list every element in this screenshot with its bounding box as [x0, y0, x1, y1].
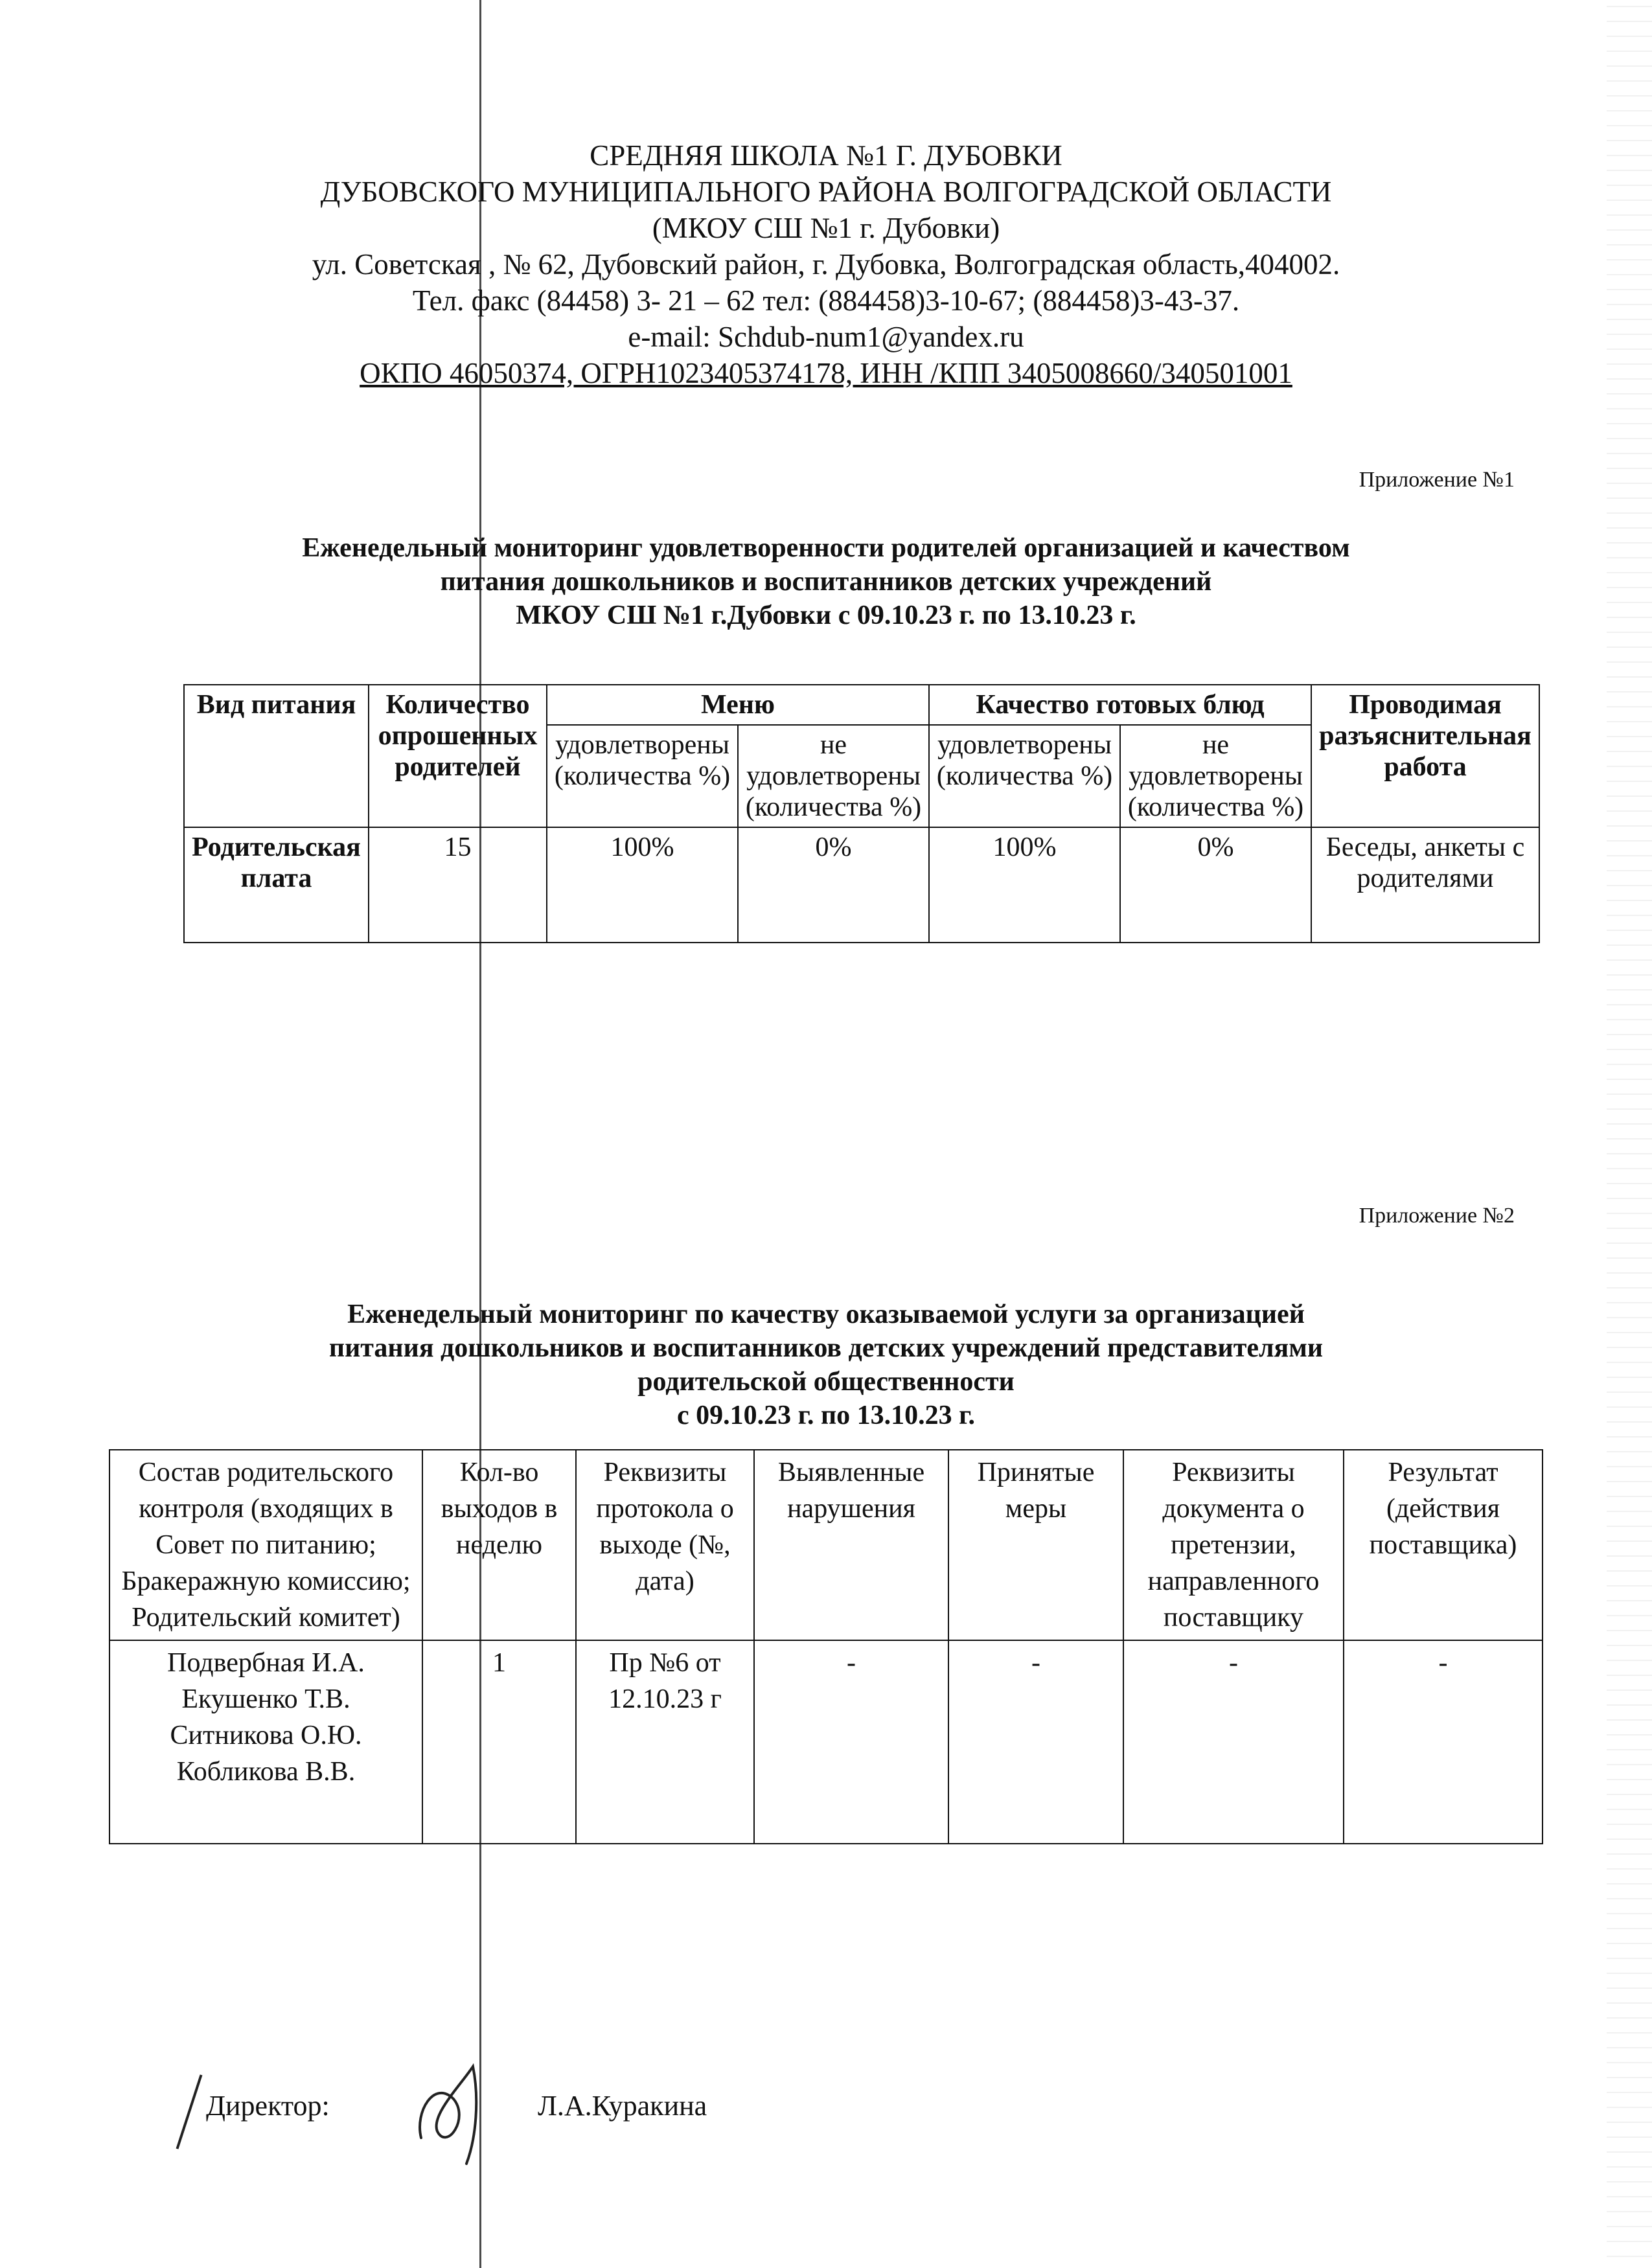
- cell-control-members: [109, 1640, 422, 1844]
- header-measures: Принятые меры: [948, 1450, 1123, 1640]
- title-line: Еженедельный мониторинг по качеству оказываемой услуги за организацией: [347, 1300, 1305, 1329]
- satisfaction-table: [183, 684, 1540, 943]
- header-claim-document: Реквизиты документа о претензии, направленного поставщику: [1123, 1450, 1344, 1640]
- letterhead-email: e-mail: Schdub-num1@yandex.ru: [628, 321, 1024, 353]
- cell-explanatory-work: Беседы, анкеты с родителями: [1311, 827, 1539, 943]
- header-quality-satisfied: удовлетворены (количества %): [929, 725, 1120, 827]
- letterhead-line: ДУБОВСКОГО МУНИЦИПАЛЬНОГО РАЙОНА ВОЛГОГРАДСКОЙ ОБЛАСТИ: [320, 176, 1332, 208]
- cell-result: -: [1344, 1640, 1543, 1844]
- header-explanatory-work: Проводимая разъяснительная работа: [1311, 685, 1539, 827]
- parent-control-table: [109, 1449, 1543, 1844]
- cell-claim: -: [1123, 1640, 1344, 1844]
- signature-title: Директор:: [206, 2090, 330, 2122]
- member-name: Подвербная И.А.: [167, 1648, 365, 1678]
- director-autograph: [408, 2041, 499, 2170]
- cell-menu-not-satisfied: 0%: [738, 827, 929, 943]
- title-line: питания дошкольников и воспитанников детских учреждений представителями: [328, 1333, 1324, 1363]
- header-violations: Выявленные нарушения: [754, 1450, 948, 1640]
- director-name: Л.А.Куракина: [538, 2090, 707, 2122]
- cell-visits: 1: [422, 1640, 576, 1844]
- member-name: Кобликова В.В.: [176, 1757, 356, 1787]
- title-line: родительской общественности: [637, 1367, 1015, 1397]
- header-menu-not-satisfied: не удовлетворены (количества %): [738, 725, 929, 827]
- cell-quality-not-satisfied: 0%: [1120, 827, 1311, 943]
- letterhead-line: СРЕДНЯЯ ШКОЛА №1 Г. ДУБОВКИ: [590, 139, 1062, 172]
- letterhead-registry-codes: ОКПО 46050374, ОГРН1023405374178, ИНН /КПП 3405008660/340501001: [360, 357, 1292, 389]
- header-respondents-count: Количество опрошенных родителей: [369, 685, 547, 827]
- header-dish-quality: Качество готовых блюд: [929, 685, 1311, 725]
- header-visits-per-week: Кол-во выходов в неделю: [422, 1450, 576, 1640]
- appendix-2-title: [0, 1298, 1652, 1432]
- title-line: питания дошкольников и воспитанников детских учреждений: [440, 567, 1212, 597]
- header-protocol-details: Реквизиты протокола о выходе (№, дата): [576, 1450, 754, 1640]
- header-control-composition: Состав родительского контроля (входящих в Совет по питанию; Бракеражную комиссию; Родительский комитет): [109, 1450, 422, 1640]
- table-row: [109, 1640, 1543, 1844]
- table-row: [184, 827, 1539, 943]
- cell-protocol: Пр №6 от 12.10.23 г: [576, 1640, 754, 1844]
- cell-food-type: Родительская плата: [184, 827, 369, 943]
- cell-respondents-count: 15: [369, 827, 547, 943]
- cell-quality-satisfied: 100%: [929, 827, 1120, 943]
- header-menu-satisfied: удовлетворены (количества %): [547, 725, 738, 827]
- cell-menu-satisfied: 100%: [547, 827, 738, 943]
- appendix-1-label: Приложение №1: [1359, 468, 1515, 492]
- member-name: Екушенко Т.В.: [181, 1684, 350, 1714]
- letterhead-phones: Тел. факс (84458) 3- 21 – 62 тел: (884458)3-10-67; (884458)3-43-37.: [412, 284, 1240, 317]
- cell-measures: -: [948, 1640, 1123, 1844]
- title-line: Еженедельный мониторинг удовлетворенности родителей организацией и качеством: [302, 533, 1350, 563]
- header-quality-not-satisfied: не удовлетворены (количества %): [1120, 725, 1311, 827]
- title-line: МКОУ СШ №1 г.Дубовки с 09.10.23 г. по 13.10.23 г.: [516, 601, 1136, 630]
- appendix-2-label: Приложение №2: [1359, 1204, 1515, 1228]
- letterhead-address: ул. Советская , № 62, Дубовский район, г. Дубовка, Волгоградская область,404002.: [312, 248, 1340, 281]
- appendix-1-title: [0, 531, 1652, 632]
- letterhead-line: (МКОУ СШ №1 г. Дубовки): [652, 212, 1000, 244]
- member-name: Ситникова О.Ю.: [170, 1721, 362, 1750]
- header-food-type: Вид питания: [184, 685, 369, 827]
- cell-violations: -: [754, 1640, 948, 1844]
- header-menu: Меню: [547, 685, 929, 725]
- pen-slash-mark: [176, 2074, 203, 2149]
- school-letterhead: [0, 137, 1652, 391]
- title-line: с 09.10.23 г. по 13.10.23 г.: [676, 1401, 975, 1430]
- header-supplier-result: Результат (действия поставщика): [1344, 1450, 1543, 1640]
